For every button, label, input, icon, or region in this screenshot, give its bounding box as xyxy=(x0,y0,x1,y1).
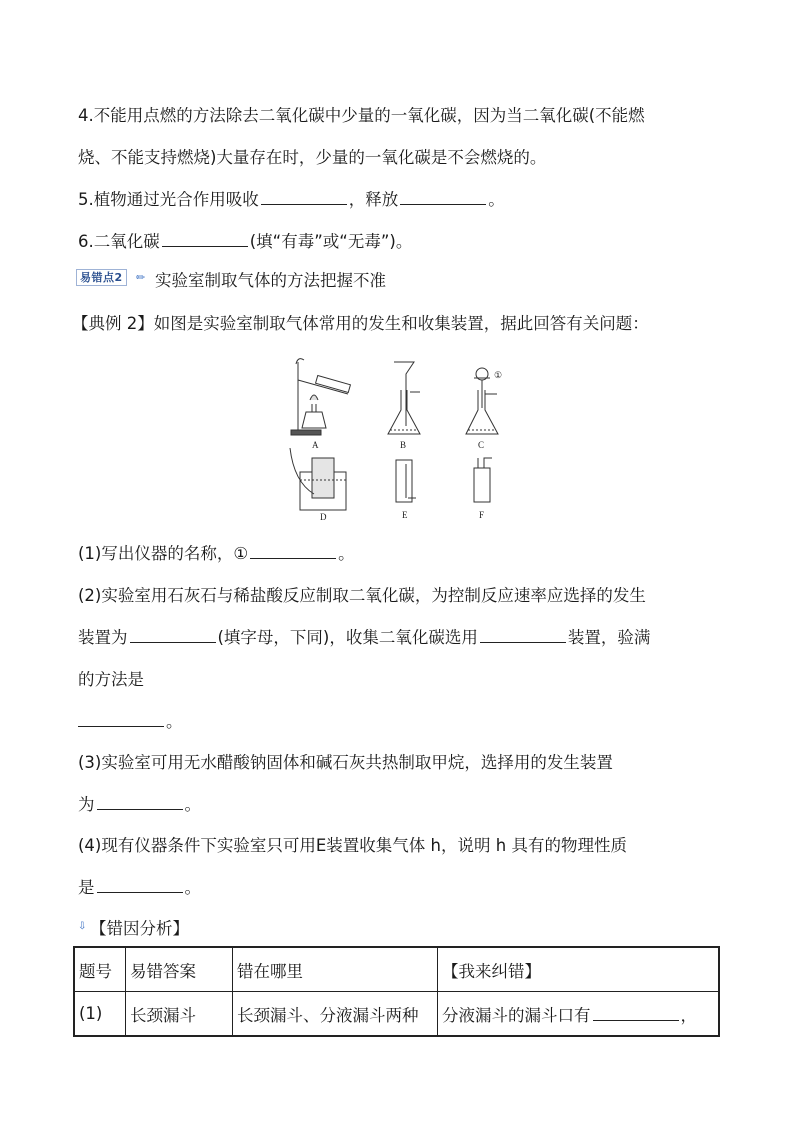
point-6-end: (填“有毒”或“无毒”)。 xyxy=(249,232,413,251)
answer-blank[interactable] xyxy=(480,626,566,643)
point-5 xyxy=(78,188,505,212)
question-2-line-1: (2)实验室用石灰石与稀盐酸反应制取二氧化碳，为控制反应速率应选择的发生 xyxy=(78,586,646,605)
header-cell: 易错答案 xyxy=(126,947,233,992)
point-5-text: 5.植物通过光合作用吸收 xyxy=(78,190,259,209)
question-4-text: 是 xyxy=(78,878,95,897)
correction-end: ， xyxy=(680,1005,697,1025)
point-6-text: 6.二氧化碳 xyxy=(78,232,160,251)
figure-label-circle1: ① xyxy=(494,370,503,380)
answer-blank[interactable] xyxy=(250,542,336,559)
error-analysis-title: 【错因分析】 xyxy=(90,919,189,938)
figure-label-d: D xyxy=(320,512,327,522)
question-1 xyxy=(78,542,355,566)
error-analysis-table xyxy=(73,946,720,1037)
correction-text: 分液漏斗的漏斗口有 xyxy=(442,1005,591,1025)
question-3-line-1: (3)实验室可用无水醋酸钠固体和碱石灰共热制取甲烷，选择用的发生装置 xyxy=(78,753,613,772)
header-cell: 【我来纠错】 xyxy=(438,947,720,992)
answer-blank[interactable] xyxy=(130,626,216,643)
table-cell: (1) xyxy=(74,992,126,1037)
header-cell: 题号 xyxy=(74,947,126,992)
header-cell: 错在哪里 xyxy=(233,947,438,992)
bookmark-icon: ⇩ xyxy=(78,921,87,932)
question-1-end: 。 xyxy=(338,544,355,563)
table-cell: 长颈漏斗 xyxy=(126,992,233,1037)
question-3-line-2 xyxy=(78,793,201,817)
question-2-text-a: 装置为 xyxy=(78,628,128,647)
table-cell: 长颈漏斗、分液漏斗两种 xyxy=(233,992,438,1037)
question-2-line-2 xyxy=(78,626,650,650)
answer-blank[interactable] xyxy=(97,876,183,893)
question-2-text-c: 装置，验满 xyxy=(567,628,651,647)
question-4-end: 。 xyxy=(184,878,201,897)
figure-label-f: F xyxy=(479,510,485,520)
table-cell xyxy=(438,992,720,1037)
point-6 xyxy=(78,230,412,254)
example-title: 【典例 2】如图是实验室制取气体常用的发生和收集装置，据此回答有关问题： xyxy=(72,314,649,333)
question-4-line-1: (4)现有仪器条件下实验室只可用E装置收集气体 h，说明 h 具有的物理性质 xyxy=(78,836,627,855)
point-4-line-1: 4.不能用点燃的方法除去二氧化碳中少量的一氧化碳，因为当二氧化碳(不能燃 xyxy=(78,106,645,125)
answer-blank[interactable] xyxy=(162,230,248,247)
error-point-title: 实验室制取气体的方法把握不准 xyxy=(155,271,386,290)
question-2-text-b: (填字母，下同)，收集二氧化碳选用 xyxy=(217,628,478,647)
question-4-line-2 xyxy=(78,876,201,900)
answer-blank[interactable] xyxy=(261,188,347,205)
answer-blank[interactable] xyxy=(593,1004,679,1021)
question-3-text: 为 xyxy=(78,795,95,814)
apparatus-figure xyxy=(286,352,514,522)
figure-label-e: E xyxy=(402,510,408,520)
error-point-tag: 易错点2 xyxy=(76,269,127,286)
table-row xyxy=(74,992,719,1037)
question-2-line-3: 的方法是 xyxy=(78,670,144,689)
question-1-text: (1)写出仪器的名称，① xyxy=(78,544,249,563)
question-3-end: 。 xyxy=(184,795,201,814)
figure-label-b: B xyxy=(400,440,407,450)
answer-blank[interactable] xyxy=(400,188,486,205)
answer-blank[interactable] xyxy=(78,710,164,727)
answer-blank[interactable] xyxy=(97,793,183,810)
point-4-line-2: 烧、不能支持燃烧)大量存在时，少量的一氧化碳是不会燃烧的。 xyxy=(78,148,547,167)
question-2-line-4 xyxy=(78,710,183,734)
question-2-end: 。 xyxy=(166,712,183,731)
point-5-end: 。 xyxy=(488,190,505,209)
figure-label-a: A xyxy=(312,440,319,450)
table-header-row xyxy=(74,947,719,992)
point-5-mid: ，释放 xyxy=(348,190,399,209)
figure-label-c: C xyxy=(478,440,485,450)
pencil-icon: ✏ xyxy=(136,271,146,284)
